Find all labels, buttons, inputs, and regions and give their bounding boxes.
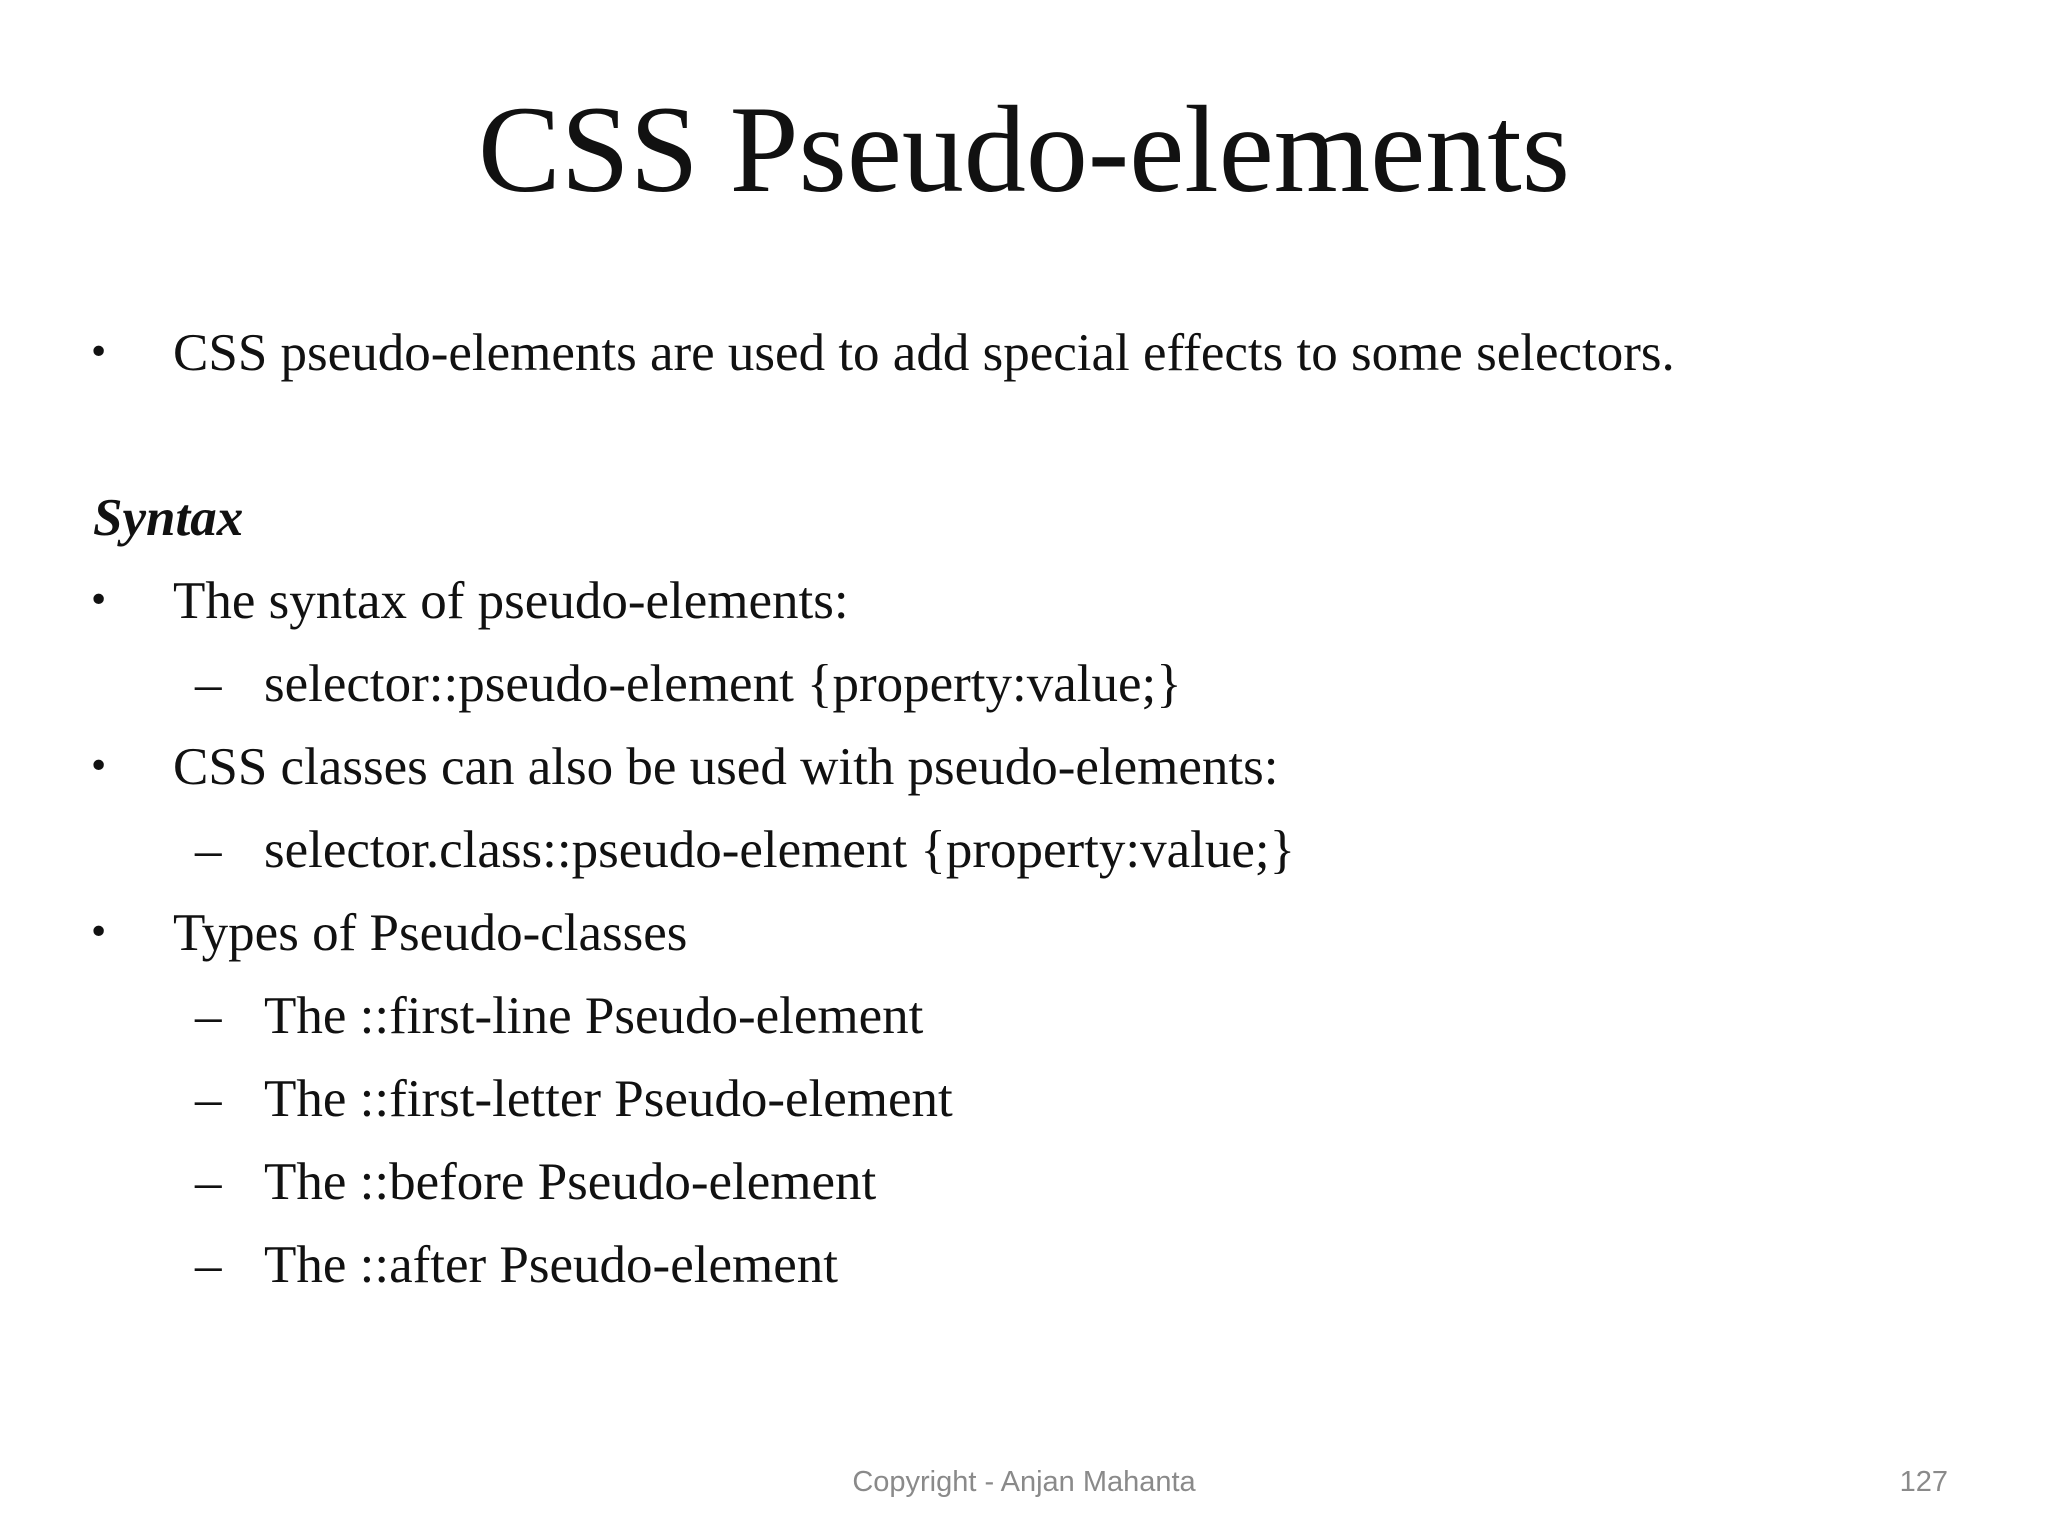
dash-marker: –	[195, 1236, 222, 1294]
bullet-marker: •	[88, 580, 110, 621]
page-number: 127	[1899, 1466, 1948, 1498]
bullet-text: Types of Pseudo-classes	[173, 904, 688, 962]
footer-copyright: Copyright - Anjan Mahanta	[852, 1466, 1196, 1498]
bullet-text: CSS classes can also be used with pseudo-elements:	[173, 738, 1279, 796]
dash-marker: –	[195, 655, 222, 713]
dash-marker: –	[195, 1070, 222, 1128]
sub-item-text: The ::first-letter Pseudo-element	[264, 1070, 953, 1128]
dash-marker: –	[195, 821, 222, 879]
bullet-text: The syntax of pseudo-elements:	[173, 572, 849, 630]
dash-marker: –	[195, 987, 222, 1045]
sub-item-text: The ::first-line Pseudo-element	[264, 987, 924, 1045]
bullet-marker: •	[88, 332, 110, 373]
sub-item-text: The ::after Pseudo-element	[264, 1236, 838, 1294]
bullet-marker: •	[88, 746, 110, 787]
bullet-marker: •	[88, 912, 110, 953]
sub-item-text: The ::before Pseudo-element	[264, 1153, 877, 1211]
intro-bullet-text: CSS pseudo-elements are used to add special effects to some selectors.	[173, 324, 1675, 382]
sub-item-text: selector.class::pseudo-element {property:value;}	[264, 821, 1296, 879]
slide-title: CSS Pseudo-elements	[478, 81, 1570, 218]
sub-item-text: selector::pseudo-element {property:value;}	[264, 655, 1182, 713]
dash-marker: –	[195, 1153, 222, 1211]
syntax-heading: Syntax	[93, 489, 244, 547]
